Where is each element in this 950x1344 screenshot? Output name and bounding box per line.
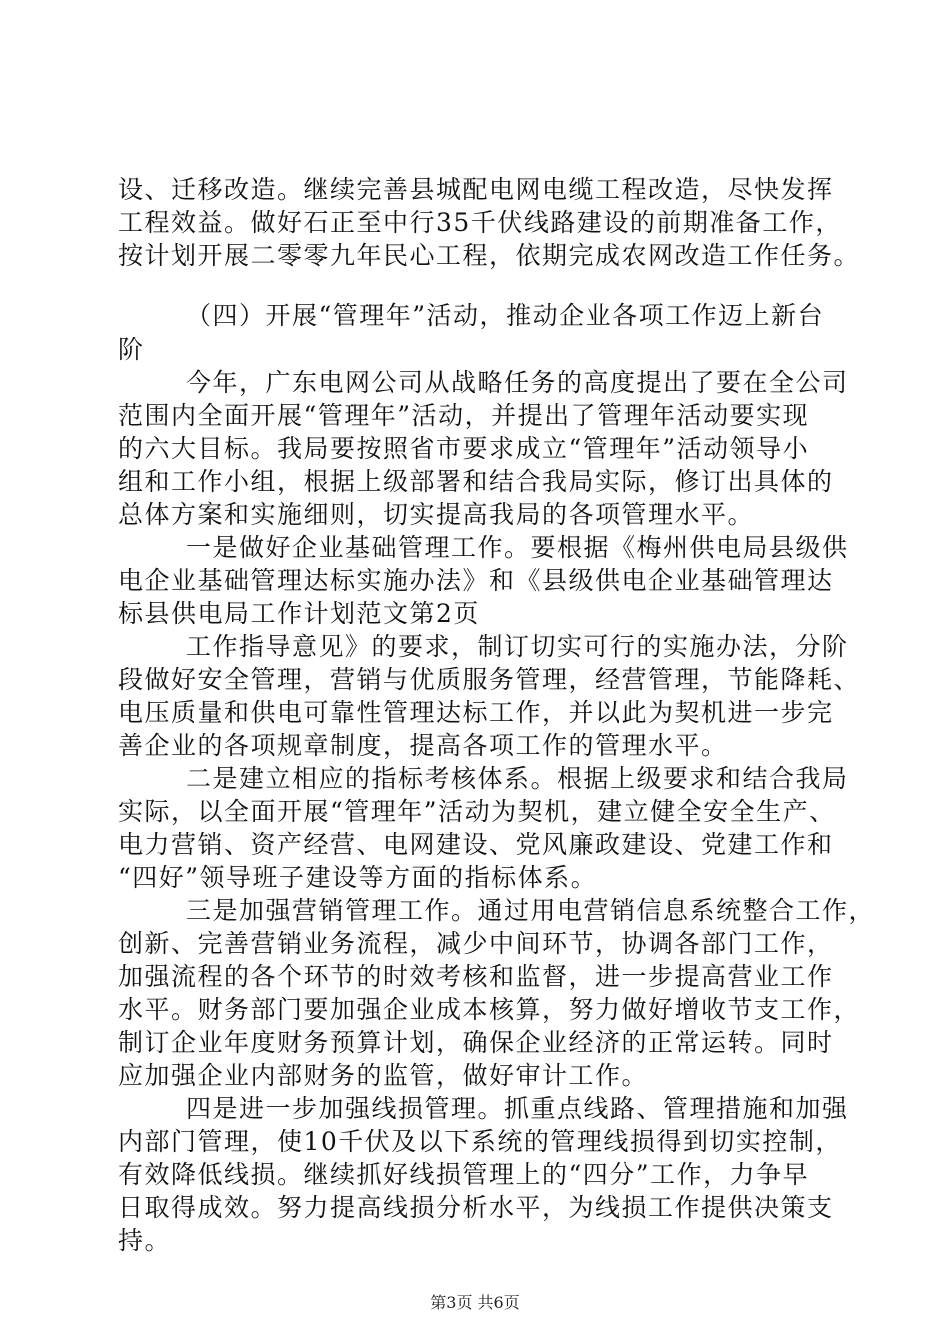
- text-line: 设、迁移改造。继续完善县城配电网电缆工程改造，尽快发挥: [118, 175, 834, 204]
- text-line: 日取得成效。努力提高线损分析水平，为线损工作提供决策支: [118, 1193, 834, 1222]
- text-line: 水平。财务部门要加强企业成本核算，努力做好增收节支工作，: [118, 995, 861, 1024]
- paragraph-start: 一是做好企业基础管理工作。要根据《梅州供电局县级供: [186, 533, 849, 562]
- text-line: 范围内全面开展“管理年”活动，并提出了管理年活动要实现: [118, 401, 810, 430]
- text-line: “四好”领导班子建设等方面的指标体系。: [118, 863, 598, 892]
- section-heading-continued: 阶: [118, 335, 145, 364]
- paragraph-start: 四是进一步加强线损管理。抓重点线路、管理措施和加强: [186, 1094, 849, 1123]
- text-line: 持。: [118, 1226, 172, 1255]
- text-line: 的六大目标。我局要按照省市要求成立“管理年”活动领导小: [118, 434, 810, 463]
- text-line: 善企业的各项规章制度，提高各项工作的管理水平。: [118, 731, 728, 760]
- paragraph-start: 今年，广东电网公司从战略任务的高度提出了要在全公司: [186, 368, 849, 397]
- text-line: 工程效益。做好石正至中行35千伏线路建设的前期准备工作，: [118, 208, 842, 237]
- text-line: 总体方案和实施细则，切实提高我局的各项管理水平。: [118, 500, 755, 529]
- text-line: 有效降低线损。继续抓好线损管理上的“四分”工作，力争早: [118, 1160, 810, 1189]
- text-line: 实际，以全面开展“管理年”活动为契机，建立健全安全生产、: [118, 797, 836, 826]
- text-line: 组和工作小组，根据上级部署和结合我局实际，修订出具体的: [118, 467, 834, 496]
- text-line: 加强流程的各个环节的时效考核和监督，进一步提高营业工作: [118, 962, 834, 991]
- text-line: 电企业基础管理达标实施办法》和《县级供电企业基础管理达: [118, 566, 834, 595]
- text-line: 按计划开展二零零九年民心工程，依期完成农网改造工作任务。: [118, 241, 861, 270]
- text-line: 制订企业年度财务预算计划，确保企业经济的正常运转。同时: [118, 1028, 834, 1057]
- text-line: 创新、完善营销业务流程，减少中间环节，协调各部门工作，: [118, 929, 834, 958]
- page-number-footer: 第3页 共6页: [430, 1293, 520, 1312]
- section-heading: （四）开展“管理年”活动，推动企业各项工作迈上新台: [186, 301, 825, 330]
- text-line: 内部门管理，使10千伏及以下系统的管理线损得到切实控制，: [118, 1127, 842, 1156]
- paragraph-start: 二是建立相应的指标考核体系。根据上级要求和结合我局: [186, 764, 849, 793]
- text-line: 电力营销、资产经营、电网建设、党风廉政建设、党建工作和: [118, 830, 834, 859]
- text-line: 标县供电局工作计划范文第2页: [118, 599, 480, 628]
- paragraph-start: 三是加强营销管理工作。通过用电营销信息系统整合工作，: [186, 896, 876, 925]
- text-line: 应加强企业内部财务的监管，做好审计工作。: [118, 1061, 649, 1090]
- text-line: 段做好安全管理，营销与优质服务管理，经营管理，节能降耗、: [118, 665, 861, 694]
- paragraph-start: 工作指导意见》的要求，制订切实可行的实施办法，分阶: [186, 632, 849, 661]
- text-line: 电压质量和供电可靠性管理达标工作，并以此为契机进一步完: [118, 698, 834, 727]
